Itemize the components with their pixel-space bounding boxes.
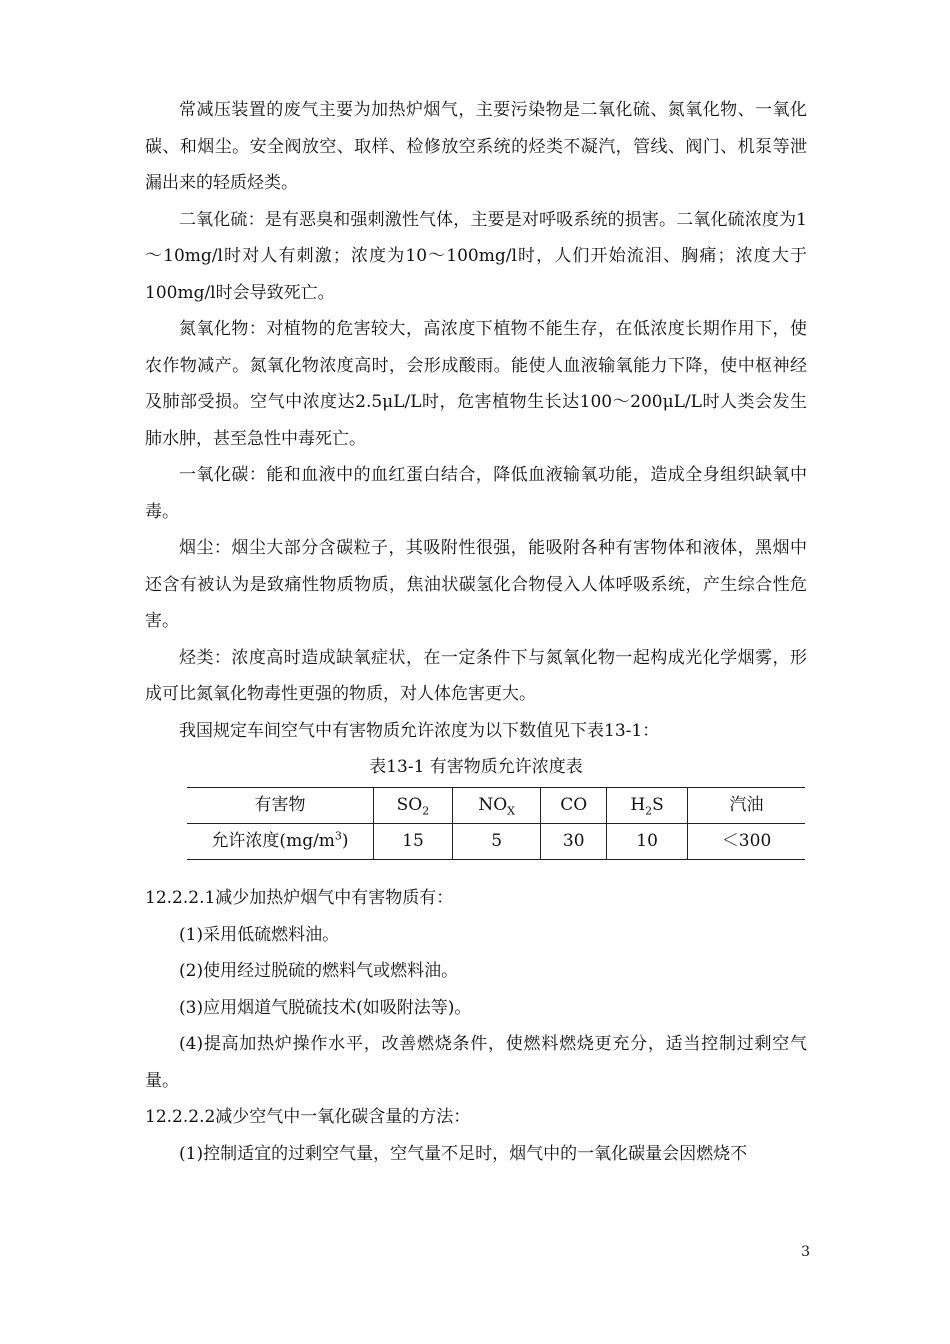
- allowable-concentration-table: [187, 787, 805, 860]
- paragraph-hydrocarbons: 烃类：浓度高时造成缺氧症状，在一定条件下与氮氧化物一起构成光化学烟雾，形成可比氮氧化物毒性更强的物质，对人体危害更大。: [145, 647, 807, 704]
- section-heading-12-2-2-2: 12.2.2.2减少空气中一氧化碳含量的方法：: [145, 1107, 471, 1127]
- header-cell-nox: $NO_X$: [452, 788, 540, 824]
- list-item: (4)提高加热炉操作水平，改善燃烧条件，使燃料燃烧更充分，适当控制过剩空气量。: [145, 1034, 807, 1091]
- paragraph-sulfur-dioxide: 二氧化硫：是有恶臭和强刺激性气体，主要是对呼吸系统的损害。二氧化硫浓度为1～10mg/l时对人有刺激；浓度为10～100mg/l时，人们开始流泪、胸痛；浓度大于100mg/l时会导致死亡。: [145, 209, 807, 303]
- value-cell-co: 30: [541, 824, 607, 860]
- table-spacer: [145, 860, 807, 880]
- table-caption: 表13-1 有害物质允许浓度表: [369, 757, 583, 777]
- value-cell-nox: 5: [452, 824, 540, 860]
- header-cell-substance: 有害物: [187, 788, 374, 824]
- paragraph-carbon-monoxide: 一氧化碳：能和血液中的血红蛋白结合，降低血液输氧功能，造成全身组织缺氧中毒。: [145, 465, 807, 522]
- page-number: 3: [801, 1244, 810, 1260]
- paragraph-exhaust-overview: 常减压装置的废气主要为加热炉烟气，主要污染物是二氧化硫、氮氧化物、一氧化碳、和烟尘。安全阀放空、取样、检修放空系统的烃类不凝汽，管线、阀门、机泵等泄漏出来的轻质烃类。: [145, 100, 807, 193]
- value-cell-h2s: 10: [607, 824, 688, 860]
- list-item: (1)采用低硫燃料油。: [179, 924, 340, 945]
- table-row: [187, 824, 805, 860]
- section-heading-12-2-2-1: 12.2.2.1减少加热炉烟气中有害物质有：: [145, 888, 454, 908]
- header-cell-co: CO: [541, 788, 607, 824]
- page-content: [145, 92, 807, 1172]
- header-cell-h2s: $H_2S$: [607, 788, 688, 824]
- paragraph-table-intro: 我国规定车间空气中有害物质允许浓度为以下数值见下表13-1：: [179, 720, 660, 741]
- row-label-allowable-concentration: 允许浓度$(mg/m^3)$: [187, 824, 374, 860]
- paragraph-soot: 烟尘：烟尘大部分含碳粒子，其吸附性很强，能吸附各种有害物体和液体，黑烟中还含有被认为是致痛性物质物质，焦油状碳氢化合物侵入人体呼吸系统，产生综合性危害。: [145, 538, 807, 631]
- value-cell-gasoline: ＜300: [688, 824, 805, 860]
- list-item: (2)使用经过脱硫的燃料气或燃料油。: [179, 961, 459, 981]
- table-header-row: [187, 788, 805, 824]
- value-cell-so2: 15: [374, 824, 453, 860]
- paragraph-nitrogen-oxides: 氮氧化物：对植物的危害较大，高浓度下植物不能生存，在低浓度长期作用下，使农作物减产。氮氧化物浓度高时，会形成酸雨。能使人血液输氧能力下降，使中枢神经及肺部受损。空气中浓度达2.5μL/L时，危害植物生长达100～200μL/L时人类会发生肺水肿，甚至急性中毒死亡。: [145, 319, 807, 449]
- header-cell-so2: $SO_2$: [374, 788, 453, 824]
- list-item: (3)应用烟道气脱硫技术(如吸附法等)。: [179, 997, 472, 1018]
- header-cell-gasoline: 汽油: [688, 788, 805, 824]
- list-item: (1)控制适宜的过剩空气量，空气量不足时，烟气中的一氧化碳量会因燃烧不: [179, 1143, 748, 1164]
